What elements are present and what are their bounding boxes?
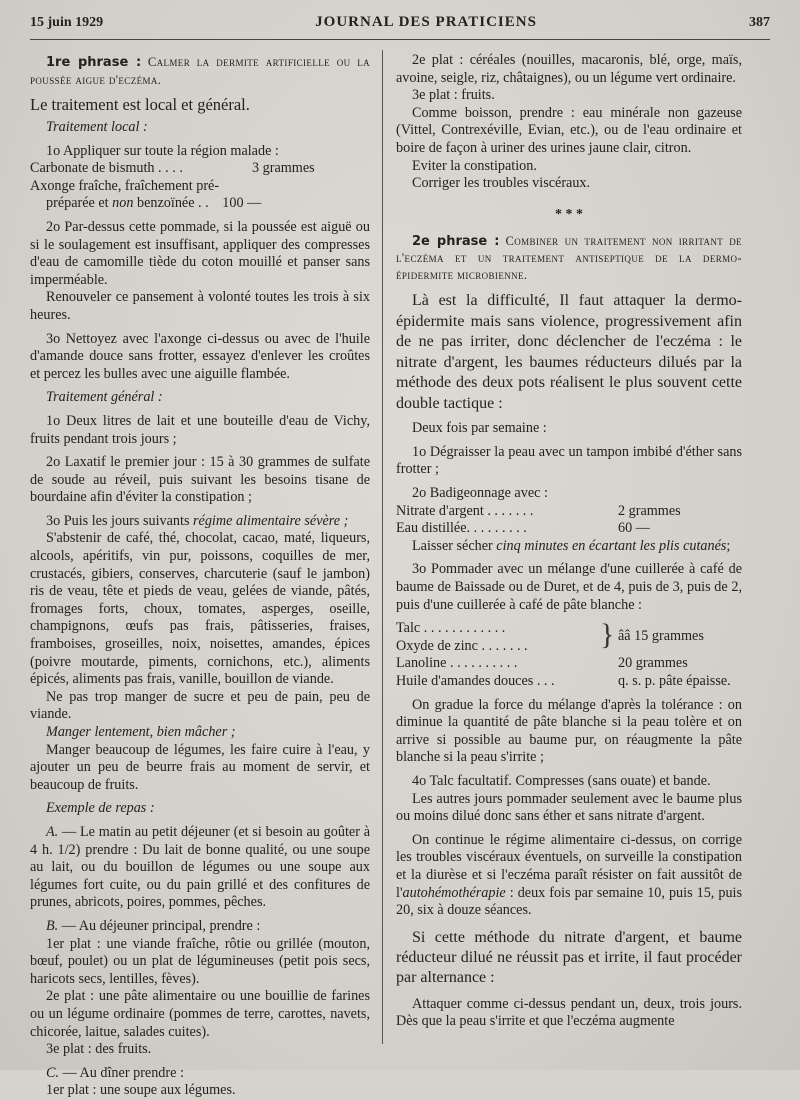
- treatment-intro: Le traitement est local et général.: [30, 95, 250, 114]
- meal-c: C. — Au dîner prendre :: [46, 1064, 184, 1081]
- diet-chew: Manger lentement, bien mâcher ;: [46, 724, 236, 740]
- diet-sugar: Ne pas trop manger de sucre et peu de pain, peu de viande.: [30, 688, 370, 723]
- meal-b-3: 3e plat : des fruits.: [46, 1041, 152, 1058]
- column-divider: [382, 50, 383, 1044]
- dinner-plat-2: 2e plat : céréales (nouilles, macaronis, blé, orge, maïs, avoine, seigle, riz, châtaignes), ou un légume vert ordinaire.: [396, 52, 742, 86]
- issue-date: 15 juin 1929: [30, 15, 104, 30]
- formula-talc-zinc-qty: ââ 15 grammes: [618, 628, 704, 645]
- meal-b: B. — Au déjeuner principal, prendre :: [46, 917, 261, 934]
- general-step-2: 2o Laxatif le premier jour : 15 à 30 grammes de sulfate de soude au réveil, puis suivant les besoins tisane de bourdaine afin d'éviter la constipation ;: [30, 454, 370, 506]
- silver-step-4: 4o Talc facultatif. Compresses (sans ouate) et bande.: [412, 772, 711, 789]
- general-treatment-heading: Traitement général :: [46, 389, 163, 406]
- formula-row-talc: Talc . . . . . . . . . . . .: [396, 620, 506, 637]
- formula-row-water: Eau distillée. . . . . . . . . 60 —: [396, 520, 650, 537]
- general-step-3: 3o Puis les jours suivants régime alimentaire sévère ;: [46, 512, 349, 529]
- phrase-2-heading: 2e phrase : Combiner un traitement non irritant de l'eczéma et un traitement antiseptique de la dermo-épidermite microbienne.: [396, 233, 742, 282]
- formula-row-almond-oil: Huile d'amandes douces . . . q. s. p. pâte épaisse.: [396, 672, 731, 689]
- page-number: 387: [748, 15, 770, 30]
- formula-row-axonge: Axonge fraîche, fraîchement pré-: [30, 177, 220, 194]
- meal-b-1: 1er plat : une viande fraîche, rôtie ou grillée (mouton, bœuf, poulet) ou un plat de légumineuses (petit pois secs, haricots secs, lentilles, fèves).: [30, 935, 370, 987]
- right-column: [396, 52, 742, 1031]
- journal-title: JOURNAL DES PRATICIENS: [315, 14, 537, 30]
- diet-restrictions: S'abstenir de café, thé, chocolat, cacao, maté, liqueurs, alcools, apéritifs, vin pur, poissons, coquilles de mer, crustacés, gibiers, conserves, charcuterie (sauf le jambon) ris de veau, tête et pieds de veau, gelées de viande, pâtés, fromages forts, choux, tomates, asperges, oseille, champignons, œufs pas frais, pâtisseries, fraises, framboises, groseilles, noix, noisettes, amandes, épices (poivre moutarde, piments, cornichons, etc.), aliments épicés, aliments pas frais, vanille, bouillon de viande.: [30, 530, 370, 688]
- formula-row-nitrate: Nitrate d'argent . . . . . . . 2 grammes: [396, 502, 681, 519]
- graduation-note: On gradue la force du mélange d'après la tolérance : on diminue la quantité de pâte blanche si la peau tolère et on arrive si possible au baume pur, on réaugmente la pâte blanche si la peau s'irrite ;: [396, 696, 742, 766]
- other-days: Les autres jours pommader seulement avec le baume plus ou moins dilué donc sans éther et sans nitrate d'argent.: [396, 790, 742, 825]
- alternance-lead: Si cette méthode du nitrate d'argent, et baume réducteur dilué ne réussit pas et irrite, il faut procéder par alternance :: [396, 928, 742, 986]
- meal-c-1: 1er plat : une soupe aux légumes.: [46, 1082, 236, 1099]
- formula-row-lanoline: Lanoline . . . . . . . . . . 20 grammes: [396, 655, 688, 672]
- avoid-constipation: Eviter la constipation.: [412, 157, 537, 174]
- local-treatment-heading: Traitement local :: [46, 119, 148, 135]
- beverage: Comme boisson, prendre : eau minérale non gazeuse (Vittel, Contrexéville, Evian, etc.), ou de l'eau ordinaire et boire de façon à uriner des urines jaune clair, citron.: [396, 104, 742, 156]
- meal-a: A. — Le matin au petit déjeuner (et si besoin au goûter à 4 h. 1/2) prendre : Du lait de bonne qualité, ou une soupe au lait, ou du bouillon de légumes ou une soupe aux légumes fort cuite, ou du pain grillé et des confitures de prunes, abricots, poires, pommes, pêches.: [30, 823, 371, 911]
- left-column: [30, 52, 370, 1100]
- general-step-1: 1o Deux litres de lait et une bouteille d'eau de Vichy, fruits pendant trois jours ;: [30, 412, 370, 447]
- correct-troubles: Corriger les troubles viscéraux.: [412, 175, 591, 192]
- formula-row-bismuth: Carbonate de bismuth . . . . 3 grammes: [30, 160, 315, 177]
- phrase-1-heading: 1re phrase : Calmer la dermite artificielle ou la poussée aigue d'eczéma.: [30, 55, 370, 87]
- diet-vegetables: Manger beaucoup de légumes, les faire cuire à l'eau, y ajouter un peu de beurre frais au moment de servir, et beaucoup de fruits.: [30, 741, 370, 793]
- meal-example-heading: Exemple de repas :: [46, 800, 155, 817]
- silver-step-3: 3o Pommader avec un mélange d'une cuillerée à café de baume de Baissade ou de Duret, et de 4, puis de 3, puis de 2, puis d'une cuillerée à café de pâte blanche :: [396, 561, 742, 613]
- formula-row-zinc: Oxyde de zinc . . . . . . .: [396, 637, 528, 654]
- local-step-2: 2o Par-dessus cette pommade, si la poussée est aiguë ou si le soulagement est insuffisant, appliquer des compresses d'eau de camomille tiède du coton mouillé et panser sans imperméable.: [30, 218, 370, 288]
- meal-b-2: 2e plat : une pâte alimentaire ou une bouillie de farines ou un légume ordinaire (pommes de terre, carottes, navets, chicorée, laitue, salades cuites).: [30, 988, 370, 1040]
- dinner-plat-3: 3e plat : fruits.: [412, 87, 495, 104]
- page-header: [30, 14, 770, 40]
- local-step-1: 1o Appliquer sur toute la région malade :: [46, 142, 279, 159]
- local-step-3: 3o Nettoyez avec l'axonge ci-dessus ou avec de l'huile d'amande douce sans frotter, essayez d'enlever les croûtes et percez les bulles avec une aiguille flambée.: [30, 330, 370, 382]
- difficulty-lead: Là est la difficulté, Il faut attaquer la dermo-épidermite mais sans violence, progressivement afin de ne pas irriter, donc déclencher de l'eczéma : le nitrate d'argent, les baumes réducteurs dilués par la méthode des deux pots réalisent le plus souvent cette double tactique :: [396, 292, 742, 412]
- twice-weekly: Deux fois par semaine :: [412, 420, 547, 437]
- formula-row-axonge-cont: préparée et non benzoïnée . . 100 —: [46, 195, 262, 212]
- silver-step-2: 2o Badigeonnage avec :: [412, 485, 548, 502]
- paste-formula: [396, 620, 742, 690]
- formula-brace: }: [600, 618, 615, 652]
- diet-continue: On continue le régime alimentaire ci-dessus, on corrige les troubles viscéraux éventuels, on surveille la constipation et la diurèse et si l'eczéma paraît résister on fait aussitôt de l'autohémothérapie : deux fois par semaine 10, puis 15, puis 20, six à douze séances.: [396, 831, 742, 919]
- dry-instruction: Laisser sécher cinq minutes en écartant les plis cutanés;: [412, 537, 731, 554]
- local-renew: Renouveler ce pansement à volonté toutes les trois à six heures.: [30, 289, 370, 323]
- alternance-step: Attaquer comme ci-dessus pendant un, deux, trois jours. Dès que la peau s'irrite et que l'eczéma augmente: [396, 995, 742, 1030]
- section-asterism: * * *: [555, 206, 583, 222]
- silver-step-1: 1o Dégraisser la peau avec un tampon imbibé d'éther sans frotter ;: [396, 443, 742, 478]
